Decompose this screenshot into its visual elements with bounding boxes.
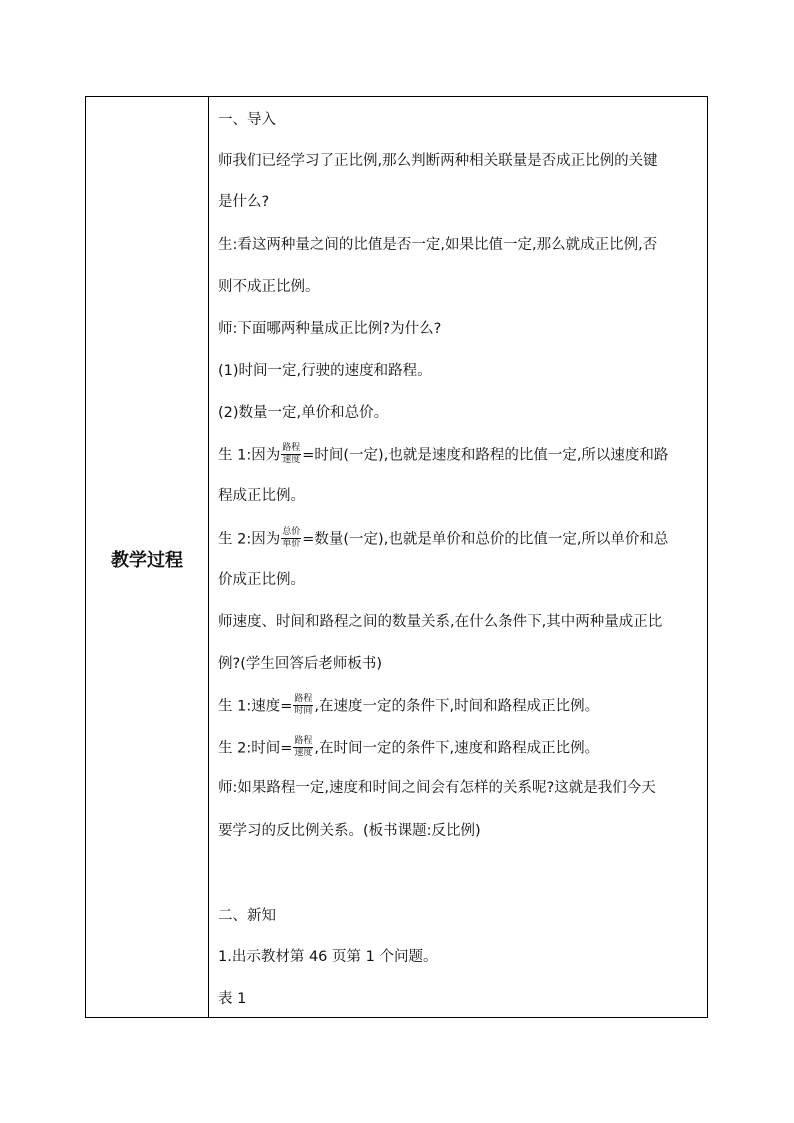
fraction-denominator: 时间 <box>294 706 313 716</box>
fraction-numerator: 路程 <box>294 736 313 746</box>
text-line: 例?(学生回答后老师板书) <box>218 656 383 672</box>
formula-line <box>218 528 668 551</box>
text-segment: 生 1:因为 <box>218 447 281 464</box>
text-segment: 生 2:时间= <box>218 740 293 757</box>
text-line: 则不成正比例。 <box>218 279 320 295</box>
text-line: 生:看这两种量之间的比值是否一定,如果比值一定,那么就成正比例,否 <box>218 237 658 253</box>
text-segment: ,在时间一定的条件下,速度和路程成正比例。 <box>314 740 600 757</box>
fraction-numerator: 路程 <box>294 694 313 704</box>
text-line: 表 1 <box>218 991 247 1007</box>
text-line: 师速度、时间和路程之间的数量关系,在什么条件下,其中两种量成正比 <box>218 614 663 630</box>
text-line: 是什么? <box>218 194 270 210</box>
fraction <box>293 694 313 717</box>
text-line: 师:如果路程一定,速度和时间之间会有怎样的关系呢?这就是我们今天 <box>218 780 656 796</box>
text-line: 要学习的反比例关系。(板书课题:反比例) <box>218 823 481 839</box>
text-segment: =时间(一定),也就是速度和路程的比值一定,所以速度和路 <box>302 447 669 464</box>
formula-line <box>218 737 599 760</box>
content-cell <box>209 97 707 1017</box>
text-segment: 生 2:因为 <box>218 531 281 548</box>
fraction-denominator: 速度 <box>282 455 301 465</box>
text-line: 程成正比例。 <box>218 488 305 504</box>
fraction <box>281 443 301 466</box>
text-segment: ,在速度一定的条件下,时间和路程成正比例。 <box>314 698 600 715</box>
text-segment: =数量(一定),也就是单价和总价的比值一定,所以单价和总 <box>302 531 669 548</box>
fraction-denominator: 速度 <box>294 748 313 758</box>
text-line: (2)数量一定,单价和总价。 <box>218 405 389 421</box>
formula-line <box>218 444 668 467</box>
text-segment: 生 1:速度= <box>218 698 293 715</box>
fraction-numerator: 路程 <box>282 443 301 453</box>
fraction-denominator: 单价 <box>282 539 301 549</box>
lesson-table <box>85 96 708 1018</box>
fraction <box>293 736 313 759</box>
formula-line <box>218 695 599 718</box>
text-line: 价成正比例。 <box>218 572 305 588</box>
text-line: 师我们已经学习了正比例,那么判断两种相关联量是否成正比例的关键 <box>218 153 658 169</box>
text-line: 1.出示教材第 46 页第 1 个问题。 <box>218 949 438 965</box>
fraction <box>281 527 301 550</box>
section-label: 教学过程 <box>111 550 183 571</box>
heading-new-knowledge: 二、新知 <box>218 908 276 924</box>
text-line: (1)时间一定,行驶的速度和路程。 <box>218 363 432 379</box>
heading-intro: 一、导入 <box>218 112 276 128</box>
label-cell <box>86 97 209 1017</box>
fraction-numerator: 总价 <box>282 527 301 537</box>
text-line: 师:下面哪两种量成正比例?为什么? <box>218 321 442 337</box>
